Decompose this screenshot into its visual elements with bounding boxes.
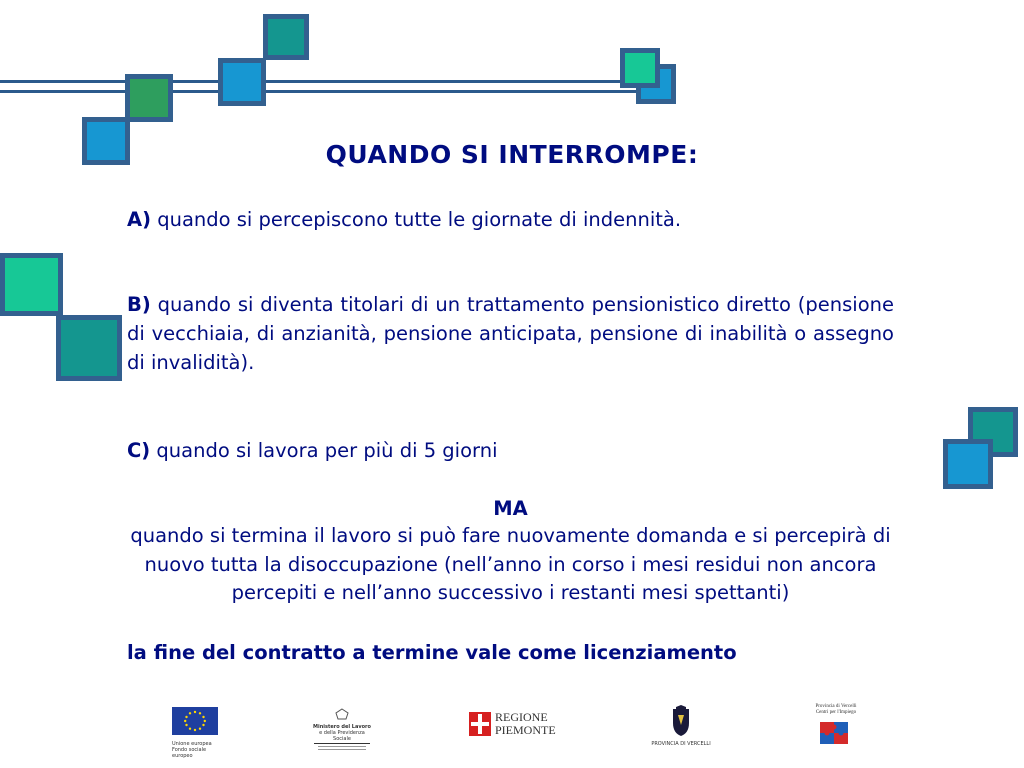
square-blue-top [218, 58, 266, 106]
page-title: QUANDO SI INTERROMPE: [325, 140, 699, 169]
ma-heading [127, 494, 894, 523]
square-mint-right [620, 48, 660, 88]
conclusion: la fine del contratto a termine vale come licenziamento [127, 641, 737, 664]
item-c-text: quando si lavora per più di 5 giorni [150, 439, 498, 462]
provincia-caption: PROVINCIA DI VERCELLI [651, 741, 711, 747]
item-c-letter: C) [127, 439, 151, 462]
top-line-1 [0, 80, 650, 83]
square-blue-right-bottom [943, 439, 993, 489]
item-a-text: quando si percepiscono tutte le giornate di indennità. [151, 208, 682, 231]
puzzle-icon [816, 718, 856, 748]
provincia-logo [646, 705, 716, 747]
square-green [125, 74, 173, 122]
eu-flag-icon [172, 707, 218, 735]
provincia-crest-icon [670, 705, 692, 737]
logos-bar [0, 700, 1024, 760]
ministry-line2: e della Previdenza Sociale [319, 730, 365, 742]
eu-caption: Unione europea Fondo sociale europeo [172, 741, 212, 759]
ma-label: MA [493, 497, 528, 520]
regione-line1: REGIONE [495, 710, 548, 724]
regione-line2: PIEMONTE [495, 723, 556, 737]
square-mint-left [0, 253, 63, 316]
top-line-2 [0, 90, 650, 93]
item-a-letter: A) [127, 208, 152, 231]
ministry-line1: Ministero del Lavoro [313, 724, 371, 730]
item-a [127, 205, 894, 234]
eu-logo [172, 707, 220, 759]
emblem-icon [334, 708, 350, 720]
regione-shield-icon [468, 711, 492, 737]
ministry-logo [310, 705, 374, 752]
ma-text: quando si termina il lavoro si può fare nuovamente domanda e si percepirà di nuovo tutta la disoccupazione (nell’anno in corso i mesi residui non ancora percepiti e nell’anno successivo i restanti mesi spettanti) [130, 524, 891, 604]
item-c [127, 436, 894, 465]
item-b [127, 290, 894, 377]
centri-line2: Centri per l'Impiego [815, 710, 857, 715]
square-teal-top [263, 14, 309, 60]
square-teal-left [56, 315, 122, 381]
centri-impiego-logo [806, 704, 866, 752]
centri-line1: Provincia di Vercelli [815, 704, 857, 709]
item-b-letter: B) [127, 293, 151, 316]
regione-piemonte-logo [468, 711, 558, 739]
item-b-text: quando si diventa titolari di un trattamento pensionistico diretto (pensione di vecchiaia, di anzianità, pensione anticipata, pensione di inabilità o assegno di invalidità). [127, 293, 894, 374]
